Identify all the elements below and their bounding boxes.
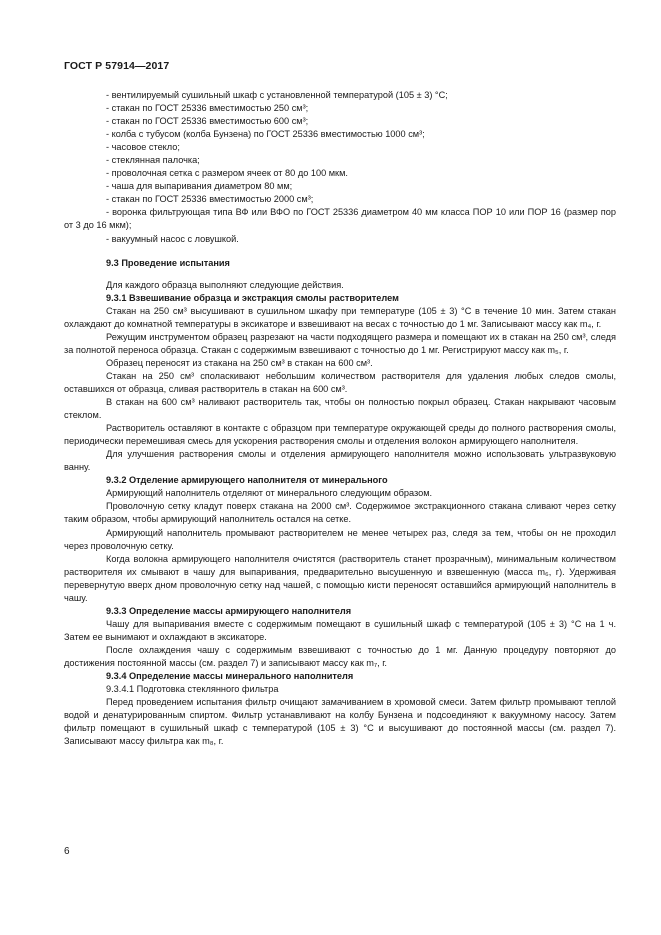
section-9-3-4-title: 9.3.4 Определение массы минерального наполнителя (106, 671, 354, 682)
section-9-3-1-title: 9.3.1 Взвешивание образца и экстракция смолы растворителем (106, 292, 399, 303)
paragraph: В стакан на 600 см³ наливают растворитель так, чтобы он полностью покрыл образец. Стакан накрывают часовым стеклом. (64, 397, 616, 421)
paragraph: Армирующий наполнитель промывают растворителем не менее четырех раз, следя за тем, чтобы он не проходил через проволочную сетку. (64, 527, 616, 551)
list-item: - проволочная сетка с размером ячеек от 80 до 100 мкм. (106, 168, 348, 179)
section-9-3-2-title: 9.3.2 Отделение армирующего наполнителя от минерального (106, 475, 388, 486)
paragraph: Проволочную сетку кладут поверх стакана на 2000 см³. Содержимое экстракционного стакана сливают через сетку таким образом, чтобы армирующий наполнитель остался на сетке. (64, 501, 616, 525)
equipment-list (64, 89, 616, 246)
list-item: - вакуумный насос с ловушкой. (106, 233, 239, 244)
paragraph: Образец переносят из стакана на 250 см³ в стакан на 600 см³. (106, 357, 373, 368)
section-9-3-title: 9.3 Проведение испытания (106, 257, 230, 268)
section-9-3-4-1-title: 9.3.4.1 Подготовка стеклянного фильтра (106, 684, 279, 695)
list-item: - стакан по ГОСТ 25336 вместимостью 250 см³; (106, 103, 309, 114)
list-item: - стакан по ГОСТ 25336 вместимостью 2000 см³; (106, 194, 314, 205)
paragraph: Растворитель оставляют в контакте с образцом при температуре окружающей среды до полного растворения смолы, периодически перемешивая смесь для ускорения растворения смолы и отделения волокон армирующего наполнителя. (64, 423, 616, 447)
paragraph: Когда волокна армирующего наполнителя очистятся (растворитель станет прозрачным), минимальным количеством растворителя их смывают в чашу для выпаривания, предварительно высушенную и взвешенную (масса m₆, г). Удерживая перевернутую вверх дном проволочную сетку над чашей, с помощью кисти переносят оставшийся армирующий наполнитель в чашу. (64, 553, 616, 603)
paragraph: Стакан на 250 см³ споласкивают небольшим количеством растворителя для удаления любых следов смолы, оставшихся от образца, сливая растворитель в стакан на 600 см³. (64, 370, 616, 394)
document-body (64, 89, 616, 748)
list-item: - стеклянная палочка; (106, 155, 200, 166)
paragraph: Для улучшения растворения смолы и отделения армирующего наполнителя можно использовать ультразвуковую ванну. (64, 449, 616, 473)
paragraph: Чашу для выпаривания вместе с содержимым помещают в сушильный шкаф с температурой (105 ± 3) °С на 1 ч. Затем ее вынимают и охлаждают в эксикаторе. (64, 618, 616, 642)
document-code: ГОСТ Р 57914—2017 (64, 60, 170, 72)
list-item: - часовое стекло; (106, 142, 180, 153)
list-item: - колба с тубусом (колба Бунзена) по ГОСТ 25336 вместимостью 1000 см³; (106, 129, 425, 140)
list-item: - вентилируемый сушильный шкаф с установленной температурой (105 ± 3) °С; (106, 90, 448, 100)
page-number: 6 (64, 846, 70, 857)
paragraph: Режущим инструментом образец разрезают на части подходящего размера и помещают их в стакан на 250 см³, следя за полнотой переноса образца. Стакан с содержимым взвешивают с точностью до 1 мг. Регистрируют массу как m₅, г. (64, 331, 616, 355)
paragraph: После охлаждения чашу с содержимым взвешивают с точностью до 1 мг. Данную процедуру повторяют до достижения постоянной массы (см. раздел 7) и записывают массу как m₇, г. (64, 644, 616, 668)
list-item: - стакан по ГОСТ 25336 вместимостью 600 см³; (106, 116, 309, 127)
section-9-3-intro: Для каждого образца выполняют следующие действия. (106, 279, 344, 290)
list-item: - воронка фильтрующая типа ВФ или ВФО по ГОСТ 25336 диаметром 40 мм класса ПОР 10 или ПОР 16 (размер пор от 3 до 16 мкм); (64, 207, 616, 231)
section-9-3-3-title: 9.3.3 Определение массы армирующего наполнителя (106, 605, 352, 616)
paragraph: Армирующий наполнитель отделяют от минерального следующим образом. (106, 488, 433, 499)
paragraph: Стакан на 250 см³ высушивают в сушильном шкафу при температуре (105 ± 3) °С в течение 10 мин. Затем стакан охлаждают до комнатной температуры в эксикаторе и взвешивают на весах с точностью до 1 мг. Записывают массу как m₄, г. (64, 305, 616, 329)
list-item: - чаша для выпаривания диаметром 80 мм; (106, 181, 293, 192)
paragraph: Перед проведением испытания фильтр очищают замачиванием в хромовой смеси. Затем фильтр промывают теплой водой и денатурированным спиртом. Фильтр устанавливают на колбу Бунзена и подсоединяют к вакуумному насосу. Затем фильтр помещают в сушильный шкаф с температурой (105 ± 3) °С и высушивают до постоянной массы (см. раздел 7). Записывают массу фильтра как m₈, г. (64, 697, 616, 747)
